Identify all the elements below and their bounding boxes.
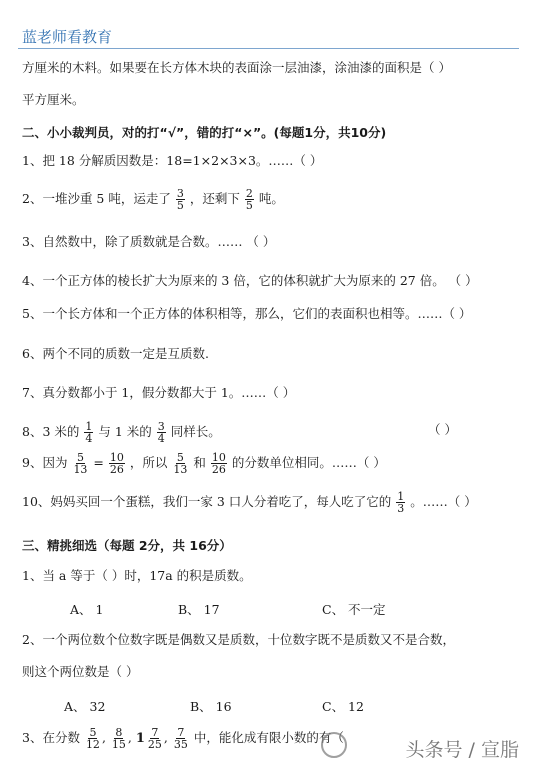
fraction: $\frac{7}{25}$ <box>147 726 162 751</box>
s2-question-1: 1、把 18 分解质因数是：18=1×2×3×3。……（ ） <box>22 153 323 168</box>
fraction: $\frac{5}{13}$ <box>73 451 88 476</box>
s2-question-2: 2、一堆沙重 5 吨，运走了 $\frac{3}{5}$ ，还剩下 $\frac{2}{5}$ 吨。 <box>22 187 284 212</box>
s3-q2-option-a: A、 32 <box>64 699 106 714</box>
s2-question-3: 3、自然数中，除了质数就是合数。…… （ ） <box>22 234 276 249</box>
fraction: $\frac{1}{3}$ <box>397 490 405 515</box>
s2-question-8: 8、3 米的 $\frac{1}{4}$ 与 1 米的 $\frac{3}{4}$ 同样长。 （ ） <box>22 420 457 445</box>
section-3-title: 三、精挑细选（每题 2分，共 16分） <box>22 538 232 553</box>
fraction: $\frac{3}{4}$ <box>157 420 165 445</box>
answer-brackets: （ ） <box>428 422 457 437</box>
s2-question-7: 7、真分数都小于 1，假分数都大于 1。……（ ） <box>22 385 296 400</box>
section-2-title: 二、小小裁判员，对的打“√”，错的打“×”。(每题1分，共10分) <box>22 125 387 140</box>
s3-q1-option-c: C、 不一定 <box>322 602 386 617</box>
brand-header: 蓝老师看教育 <box>22 28 113 46</box>
s3-question-1: 1、当 a 等于（ ）时，17a 的积是质数。 <box>22 568 252 583</box>
s3-question-2-line-1: 2、一个两位数个位数字既是偶数又是质数，十位数字既不是质数又不是合数， <box>22 632 455 647</box>
s3-q1-option-a: A、 1 <box>70 602 104 617</box>
intro-line-2: 平方厘米。 <box>22 92 85 107</box>
s3-q2-option-b: B、 16 <box>190 699 232 714</box>
fraction: $\frac{2}{5}$ <box>245 187 253 212</box>
s2-question-5: 5、一个长方体和一个正方体的体积相等，那么，它们的表面积也相等。……（ ） <box>22 306 472 321</box>
s3-question-3: 3、在分数 $\frac{5}{12}$ , $\frac{8}{15}$ , 1 $\frac{7}{25}$ , $\frac{7}{35}$ 中，能化成有限小数的有（ <box>22 726 344 751</box>
fraction: $\frac{5}{12}$ <box>85 726 100 751</box>
s2-question-6: 6、两个不同的质数一定是互质数. <box>22 346 209 361</box>
s2-question-4: 4、一个正方体的棱长扩大为原来的 3 倍，它的体积就扩大为原来的 27 倍。 （ ） <box>22 273 478 288</box>
watermark-icon <box>321 732 347 758</box>
intro-line-1: 方厘米的木料。如果要在长方体木块的表面涂一层油漆，涂油漆的面积是（ ） <box>22 60 451 75</box>
fraction: $\frac{7}{35}$ <box>173 726 188 751</box>
s2-question-10: 10、妈妈买回一个蛋糕，我们一家 3 口人分着吃了，每人吃了它的 $\frac{1}{3}$ 。……（ ） <box>22 490 477 515</box>
header-divider <box>18 48 519 49</box>
s3-question-2-line-2: 则这个两位数是（ ） <box>22 664 139 679</box>
fraction: $\frac{3}{5}$ <box>176 187 184 212</box>
fraction: $\frac{5}{13}$ <box>173 451 188 476</box>
fraction: $\frac{8}{15}$ <box>111 726 126 751</box>
s2-question-9: 9、因为 $\frac{5}{13}$ = $\frac{10}{26}$ ，所以 $\frac{5}{13}$ 和 $\frac{10}{26}$ 的分数单位相同。……（ ） <box>22 451 386 476</box>
s3-q2-option-c: C、 12 <box>322 699 364 714</box>
s3-q1-option-b: B、 17 <box>178 602 220 617</box>
watermark: 头条号 / 宣脂 <box>405 739 519 761</box>
fraction: $\frac{1}{4}$ <box>85 420 93 445</box>
fraction: $\frac{10}{26}$ <box>211 451 226 476</box>
fraction: $\frac{10}{26}$ <box>109 451 124 476</box>
